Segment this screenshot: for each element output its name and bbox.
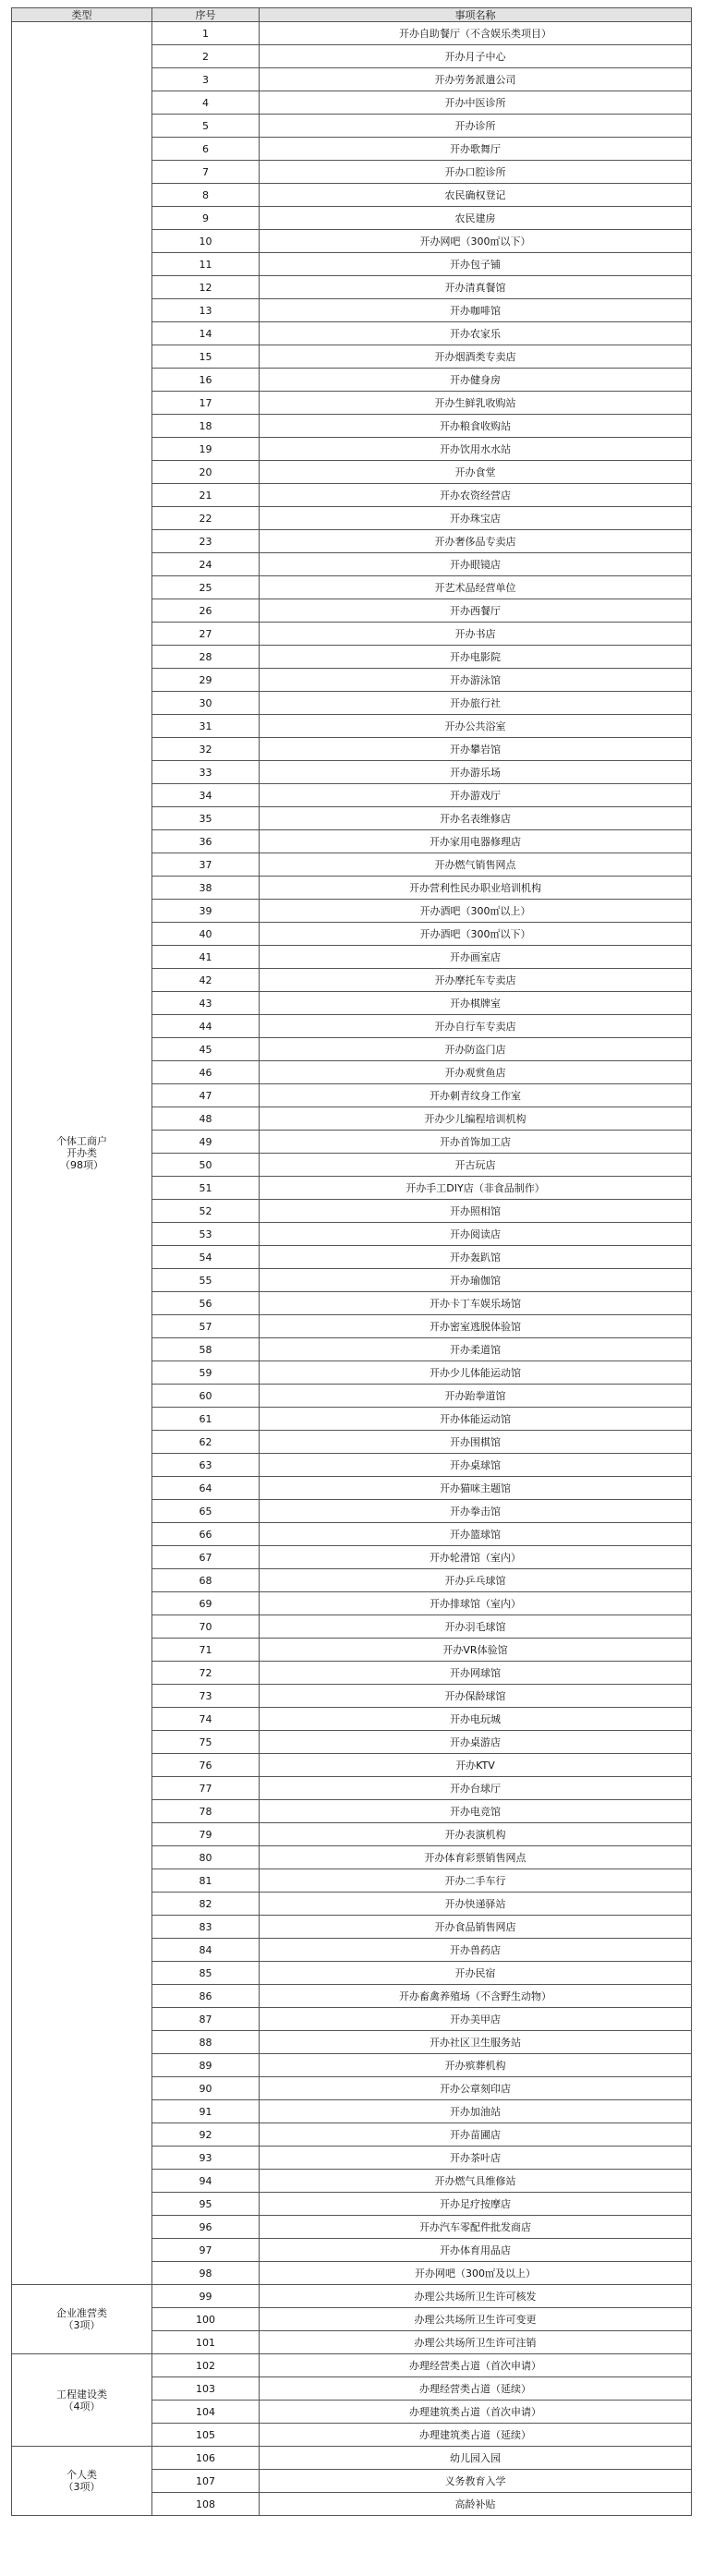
item-number-cell: 96 (152, 2216, 260, 2239)
item-name-cell: 开办自行车专卖店 (260, 1015, 692, 1038)
item-number-cell: 17 (152, 392, 260, 415)
item-name-cell: 开办VR体验馆 (260, 1639, 692, 1662)
item-number-cell: 42 (152, 969, 260, 992)
item-number-cell: 40 (152, 923, 260, 946)
item-name-cell: 开办劳务派遣公司 (260, 68, 692, 91)
item-name-cell: 开办阅读店 (260, 1223, 692, 1246)
item-name-cell: 开办防盗门店 (260, 1038, 692, 1061)
item-number-cell: 25 (152, 576, 260, 599)
item-name-cell: 开办民宿 (260, 1962, 692, 1985)
item-number-cell: 56 (152, 1292, 260, 1315)
item-number-cell: 43 (152, 992, 260, 1015)
service-items-table (11, 7, 692, 2516)
item-name-cell: 开办排球馆（室内） (260, 1592, 692, 1615)
item-number-cell: 41 (152, 946, 260, 969)
item-number-cell: 78 (152, 1800, 260, 1823)
item-number-cell: 26 (152, 599, 260, 623)
item-number-cell: 23 (152, 530, 260, 553)
item-number-cell: 49 (152, 1131, 260, 1154)
item-name-cell: 开办酒吧（300㎡以上） (260, 900, 692, 923)
item-name-cell: 开办围棋馆 (260, 1431, 692, 1454)
item-number-cell: 62 (152, 1431, 260, 1454)
item-number-cell: 57 (152, 1315, 260, 1338)
item-name-cell: 办理经营类占道（首次申请） (260, 2354, 692, 2377)
item-number-cell: 35 (152, 807, 260, 830)
item-name-cell: 开办烟酒类专卖店 (260, 345, 692, 369)
item-name-cell: 开办少儿编程培训机构 (260, 1107, 692, 1131)
item-name-cell: 开办自助餐厅（不含娱乐类项目） (260, 22, 692, 45)
item-name-cell: 开办苗圃店 (260, 2123, 692, 2147)
item-number-cell: 75 (152, 1731, 260, 1754)
item-name-cell: 开艺术品经营单位 (260, 576, 692, 599)
item-name-cell: 开办密室逃脱体验馆 (260, 1315, 692, 1338)
item-number-cell: 79 (152, 1823, 260, 1846)
item-number-cell: 59 (152, 1361, 260, 1385)
item-number-cell: 15 (152, 345, 260, 369)
item-number-cell: 98 (152, 2262, 260, 2285)
item-number-cell: 37 (152, 853, 260, 877)
header-item-name: 事项名称 (260, 8, 692, 22)
item-number-cell: 9 (152, 207, 260, 230)
item-name-cell: 开办游泳馆 (260, 669, 692, 692)
item-name-cell: 办理公共场所卫生许可注销 (260, 2331, 692, 2354)
header-number: 序号 (152, 8, 260, 22)
item-name-cell: 开办殡葬机构 (260, 2054, 692, 2077)
item-number-cell: 8 (152, 184, 260, 207)
item-number-cell: 101 (152, 2331, 260, 2354)
category-label-line: （4项） (63, 2400, 101, 2413)
item-name-cell: 开办粮食收购站 (260, 415, 692, 438)
item-name-cell: 开办游乐场 (260, 761, 692, 784)
item-number-cell: 39 (152, 900, 260, 923)
item-number-cell: 36 (152, 830, 260, 853)
item-name-cell: 开办乒乓球馆 (260, 1569, 692, 1592)
item-name-cell: 开办旅行社 (260, 692, 692, 715)
item-number-cell: 90 (152, 2077, 260, 2100)
item-name-cell: 开办诊所 (260, 115, 692, 138)
item-name-cell: 幼儿园入园 (260, 2447, 692, 2470)
item-number-cell: 80 (152, 1846, 260, 1869)
item-number-cell: 84 (152, 1939, 260, 1962)
category-label-line: （3项） (63, 2481, 101, 2493)
item-name-cell: 开办眼镜店 (260, 553, 692, 576)
table-row (12, 2447, 692, 2470)
item-name-cell: 开办照相馆 (260, 1200, 692, 1223)
item-number-cell: 20 (152, 461, 260, 484)
item-name-cell: 开办快递驿站 (260, 1893, 692, 1916)
item-number-cell: 70 (152, 1615, 260, 1639)
category-label-line: 企业准营类 (56, 2307, 107, 2319)
item-name-cell: 开办少儿体能运动馆 (260, 1361, 692, 1385)
item-name-cell: 开办棋牌室 (260, 992, 692, 1015)
item-number-cell: 72 (152, 1662, 260, 1685)
item-number-cell: 102 (152, 2354, 260, 2377)
item-name-cell: 开办保龄球馆 (260, 1685, 692, 1708)
item-number-cell: 30 (152, 692, 260, 715)
item-name-cell: 农民建房 (260, 207, 692, 230)
item-name-cell: 开办轮滑馆（室内） (260, 1546, 692, 1569)
item-name-cell: 开办燃气具维修站 (260, 2170, 692, 2193)
item-number-cell: 1 (152, 22, 260, 45)
item-name-cell: 办理公共场所卫生许可核发 (260, 2285, 692, 2308)
item-number-cell: 68 (152, 1569, 260, 1592)
item-name-cell: 开办公共浴室 (260, 715, 692, 738)
item-number-cell: 32 (152, 738, 260, 761)
item-number-cell: 38 (152, 877, 260, 900)
item-number-cell: 66 (152, 1523, 260, 1546)
item-name-cell: 开办美甲店 (260, 2008, 692, 2031)
item-number-cell: 48 (152, 1107, 260, 1131)
item-number-cell: 34 (152, 784, 260, 807)
item-name-cell: 办理建筑类占道（延续） (260, 2424, 692, 2447)
item-name-cell: 开办手工DIY店（非食品制作） (260, 1177, 692, 1200)
item-number-cell: 16 (152, 369, 260, 392)
item-number-cell: 108 (152, 2493, 260, 2516)
item-number-cell: 82 (152, 1893, 260, 1916)
item-number-cell: 28 (152, 646, 260, 669)
item-name-cell: 开办网吧（300㎡以下） (260, 230, 692, 253)
item-name-cell: 开办刺青纹身工作室 (260, 1084, 692, 1107)
item-name-cell: 开办游戏厅 (260, 784, 692, 807)
item-number-cell: 71 (152, 1639, 260, 1662)
item-name-cell: 开办奢侈品专卖店 (260, 530, 692, 553)
category-cell (12, 2285, 152, 2354)
item-number-cell: 104 (152, 2401, 260, 2424)
item-number-cell: 100 (152, 2308, 260, 2331)
item-name-cell: 开办体育彩票销售网点 (260, 1846, 692, 1869)
item-number-cell: 89 (152, 2054, 260, 2077)
table-row (12, 2285, 692, 2308)
item-name-cell: 开办包子铺 (260, 253, 692, 276)
item-name-cell: 开办加油站 (260, 2100, 692, 2123)
item-name-cell: 开办体能运动馆 (260, 1408, 692, 1431)
item-number-cell: 4 (152, 91, 260, 115)
item-name-cell: 开办桌球馆 (260, 1454, 692, 1477)
item-number-cell: 107 (152, 2470, 260, 2493)
item-number-cell: 11 (152, 253, 260, 276)
item-name-cell: 开办咖啡馆 (260, 299, 692, 322)
item-number-cell: 2 (152, 45, 260, 68)
item-number-cell: 24 (152, 553, 260, 576)
item-number-cell: 45 (152, 1038, 260, 1061)
item-name-cell: 开办歌舞厅 (260, 138, 692, 161)
item-number-cell: 91 (152, 2100, 260, 2123)
item-name-cell: 开办茶叶店 (260, 2147, 692, 2170)
item-number-cell: 3 (152, 68, 260, 91)
item-name-cell: 开办画室店 (260, 946, 692, 969)
item-name-cell: 开办轰趴馆 (260, 1246, 692, 1269)
category-label-line: 开办类 (67, 1147, 97, 1159)
item-number-cell: 76 (152, 1754, 260, 1777)
item-number-cell: 21 (152, 484, 260, 507)
item-number-cell: 58 (152, 1338, 260, 1361)
item-number-cell: 94 (152, 2170, 260, 2193)
item-number-cell: 54 (152, 1246, 260, 1269)
item-name-cell: 开办酒吧（300㎡以下） (260, 923, 692, 946)
item-name-cell: 开办首饰加工店 (260, 1131, 692, 1154)
item-name-cell: 开办营利性民办职业培训机构 (260, 877, 692, 900)
item-name-cell: 开办农家乐 (260, 322, 692, 345)
item-number-cell: 22 (152, 507, 260, 530)
item-name-cell: 开办电竞馆 (260, 1800, 692, 1823)
item-number-cell: 50 (152, 1154, 260, 1177)
item-name-cell: 开办健身房 (260, 369, 692, 392)
item-name-cell: 开办口腔诊所 (260, 161, 692, 184)
item-number-cell: 18 (152, 415, 260, 438)
item-number-cell: 103 (152, 2377, 260, 2401)
item-number-cell: 81 (152, 1869, 260, 1893)
category-label-line: 个体工商户 (56, 1135, 107, 1147)
item-name-cell: 开办KTV (260, 1754, 692, 1777)
item-name-cell: 开古玩店 (260, 1154, 692, 1177)
header-category: 类型 (12, 8, 152, 22)
item-name-cell: 办理经营类占道（延续） (260, 2377, 692, 2401)
item-name-cell: 开办生鲜乳收购站 (260, 392, 692, 415)
item-number-cell: 44 (152, 1015, 260, 1038)
item-name-cell: 开办畜禽养殖场（不含野生动物） (260, 1985, 692, 2008)
item-number-cell: 105 (152, 2424, 260, 2447)
item-name-cell: 开办摩托车专卖店 (260, 969, 692, 992)
item-number-cell: 13 (152, 299, 260, 322)
item-number-cell: 93 (152, 2147, 260, 2170)
item-name-cell: 开办足疗按摩店 (260, 2193, 692, 2216)
item-number-cell: 97 (152, 2239, 260, 2262)
item-name-cell: 开办兽药店 (260, 1939, 692, 1962)
item-name-cell: 开办汽车零配件批发商店 (260, 2216, 692, 2239)
item-name-cell: 开办饮用水水站 (260, 438, 692, 461)
item-name-cell: 开办公章刻印店 (260, 2077, 692, 2100)
item-name-cell: 开办瑜伽馆 (260, 1269, 692, 1292)
table-body (12, 22, 692, 2516)
item-number-cell: 69 (152, 1592, 260, 1615)
item-number-cell: 55 (152, 1269, 260, 1292)
table-row (12, 2354, 692, 2377)
item-name-cell: 开办猫咪主题馆 (260, 1477, 692, 1500)
item-name-cell: 开办攀岩馆 (260, 738, 692, 761)
item-number-cell: 88 (152, 2031, 260, 2054)
item-name-cell: 开办桌游店 (260, 1731, 692, 1754)
header-row (12, 8, 692, 22)
item-number-cell: 61 (152, 1408, 260, 1431)
item-number-cell: 12 (152, 276, 260, 299)
item-name-cell: 开办农资经营店 (260, 484, 692, 507)
item-number-cell: 10 (152, 230, 260, 253)
item-name-cell: 开办西餐厅 (260, 599, 692, 623)
item-name-cell: 开办社区卫生服务站 (260, 2031, 692, 2054)
item-number-cell: 60 (152, 1385, 260, 1408)
category-label-line: 工程建设类 (56, 2388, 107, 2401)
item-number-cell: 46 (152, 1061, 260, 1084)
item-name-cell: 开办食堂 (260, 461, 692, 484)
item-name-cell: 高龄补贴 (260, 2493, 692, 2516)
item-name-cell: 开办月子中心 (260, 45, 692, 68)
item-number-cell: 7 (152, 161, 260, 184)
item-name-cell: 开办表演机构 (260, 1823, 692, 1846)
category-cell (12, 2447, 152, 2516)
item-name-cell: 开办观赏鱼店 (260, 1061, 692, 1084)
item-name-cell: 开办名表维修店 (260, 807, 692, 830)
item-name-cell: 开办台球厅 (260, 1777, 692, 1800)
item-name-cell: 开办拳击馆 (260, 1500, 692, 1523)
item-number-cell: 29 (152, 669, 260, 692)
category-cell (12, 22, 152, 2285)
item-number-cell: 87 (152, 2008, 260, 2031)
item-name-cell: 开办珠宝店 (260, 507, 692, 530)
item-number-cell: 64 (152, 1477, 260, 1500)
item-number-cell: 99 (152, 2285, 260, 2308)
item-number-cell: 83 (152, 1916, 260, 1939)
item-name-cell: 办理建筑类占道（首次申请） (260, 2401, 692, 2424)
item-number-cell: 92 (152, 2123, 260, 2147)
item-number-cell: 6 (152, 138, 260, 161)
item-number-cell: 5 (152, 115, 260, 138)
item-name-cell: 农民确权登记 (260, 184, 692, 207)
item-number-cell: 67 (152, 1546, 260, 1569)
item-number-cell: 106 (152, 2447, 260, 2470)
category-label-line: 个人类 (67, 2469, 97, 2481)
item-name-cell: 开办羽毛球馆 (260, 1615, 692, 1639)
item-number-cell: 51 (152, 1177, 260, 1200)
item-name-cell: 开办柔道馆 (260, 1338, 692, 1361)
item-name-cell: 开办卡丁车娱乐场馆 (260, 1292, 692, 1315)
item-number-cell: 53 (152, 1223, 260, 1246)
item-name-cell: 开办网球馆 (260, 1662, 692, 1685)
item-number-cell: 33 (152, 761, 260, 784)
item-name-cell: 开办食品销售网店 (260, 1916, 692, 1939)
item-name-cell: 开办体育用品店 (260, 2239, 692, 2262)
item-number-cell: 86 (152, 1985, 260, 2008)
item-number-cell: 85 (152, 1962, 260, 1985)
item-number-cell: 27 (152, 623, 260, 646)
item-number-cell: 63 (152, 1454, 260, 1477)
item-name-cell: 开办中医诊所 (260, 91, 692, 115)
item-name-cell: 开办二手车行 (260, 1869, 692, 1893)
table-header (12, 8, 692, 22)
item-name-cell: 开办篮球馆 (260, 1523, 692, 1546)
item-name-cell: 开办电玩城 (260, 1708, 692, 1731)
item-number-cell: 47 (152, 1084, 260, 1107)
category-cell (12, 2354, 152, 2447)
item-number-cell: 31 (152, 715, 260, 738)
item-name-cell: 开办跆拳道馆 (260, 1385, 692, 1408)
item-number-cell: 74 (152, 1708, 260, 1731)
item-number-cell: 14 (152, 322, 260, 345)
item-name-cell: 开办网吧（300㎡及以上） (260, 2262, 692, 2285)
item-name-cell: 办理公共场所卫生许可变更 (260, 2308, 692, 2331)
category-label-line: （98项） (60, 1159, 103, 1171)
item-name-cell: 开办电影院 (260, 646, 692, 669)
item-name-cell: 开办燃气销售网点 (260, 853, 692, 877)
item-number-cell: 19 (152, 438, 260, 461)
item-number-cell: 52 (152, 1200, 260, 1223)
item-name-cell: 开办家用电器修理店 (260, 830, 692, 853)
item-name-cell: 开办书店 (260, 623, 692, 646)
item-number-cell: 95 (152, 2193, 260, 2216)
item-number-cell: 65 (152, 1500, 260, 1523)
category-label-line: （3项） (63, 2319, 101, 2331)
item-name-cell: 开办清真餐馆 (260, 276, 692, 299)
item-number-cell: 77 (152, 1777, 260, 1800)
item-number-cell: 73 (152, 1685, 260, 1708)
table-row (12, 22, 692, 45)
item-name-cell: 义务教育入学 (260, 2470, 692, 2493)
